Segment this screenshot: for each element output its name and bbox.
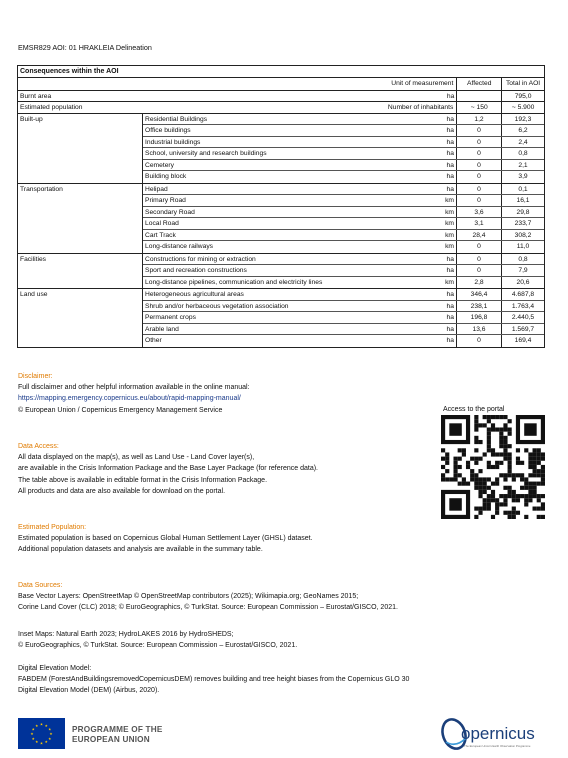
row-affected: 0 xyxy=(457,184,502,195)
table-group xyxy=(18,288,544,347)
group-name: Land use xyxy=(18,289,143,347)
row-total: 0,8 xyxy=(518,255,528,263)
table-row xyxy=(143,137,544,149)
disclaimer-section xyxy=(18,371,250,416)
manual-link[interactable]: https://mapping.emergency.copernicus.eu/about/rapid-mapping-manual/ xyxy=(18,395,241,403)
row-unit: km xyxy=(427,218,457,229)
group-name: Built-up xyxy=(18,114,143,183)
population-total: ~ 5.900 xyxy=(511,104,535,111)
table-row xyxy=(143,324,544,336)
header-unit: Unit of measurement xyxy=(18,78,457,90)
document-title: EMSR829 AOI: 01 HRAKLEIA Delineation xyxy=(18,43,152,52)
table-row xyxy=(143,207,544,219)
table-row xyxy=(143,301,544,313)
eu-star-icon: ★ xyxy=(39,722,44,727)
row-unit: km xyxy=(427,195,457,206)
row-affected: 346,4 xyxy=(457,289,502,300)
row-label: Industrial buildings xyxy=(145,138,201,146)
row-label: Other xyxy=(145,337,162,344)
row-label: Long-distance pipelines, communication and electricity lines xyxy=(145,278,323,286)
group-name: Facilities xyxy=(18,254,143,289)
burnt-area-total: 795,0 xyxy=(514,92,532,100)
row-label: Helipad xyxy=(145,185,168,193)
row-affected: 0 xyxy=(457,125,502,136)
eu-star-icon: ★ xyxy=(49,732,53,736)
row-total: 16,1 xyxy=(516,197,530,204)
table-row xyxy=(143,230,544,242)
table-group xyxy=(18,253,544,289)
row-affected: 3,1 xyxy=(457,218,502,229)
row-label: Local Road xyxy=(145,220,179,227)
data-access-line: are available in the Crisis Information Package and the Base Layer Package (for reference data). xyxy=(18,465,318,473)
table-row xyxy=(143,265,544,277)
row-total: 1.763,4 xyxy=(511,302,535,310)
table-row xyxy=(143,160,544,172)
eu-star-icon: ★ xyxy=(35,740,39,745)
row-total: 29,8 xyxy=(516,208,530,216)
row-total: 2,1 xyxy=(518,161,528,169)
eu-star-icon: ★ xyxy=(31,736,35,741)
row-unit: ha xyxy=(427,184,457,195)
row-label: Long-distance railways xyxy=(145,243,214,250)
row-affected: 13,6 xyxy=(457,324,502,335)
copyright-line: © European Union / Copernicus Emergency Management Service xyxy=(18,406,223,414)
row-total: 2.440,5 xyxy=(511,314,535,321)
row-total: 1.569,7 xyxy=(511,325,535,333)
table-row xyxy=(143,254,544,266)
row-affected: 0 xyxy=(457,241,502,253)
data-access-line: All data displayed on the map(s), as well as Land Use - Land Cover layer(s), xyxy=(18,454,255,462)
burnt-area-row xyxy=(18,90,544,102)
row-affected: 0 xyxy=(457,137,502,148)
row-unit: ha xyxy=(427,312,457,323)
row-label: Cemetery xyxy=(145,161,174,169)
table-row xyxy=(143,171,544,183)
row-affected: 0 xyxy=(457,195,502,206)
eu-star-icon: ★ xyxy=(39,741,44,746)
row-affected: 0 xyxy=(457,148,502,159)
row-label: Cart Track xyxy=(145,231,176,239)
population-affected: ~ 150 xyxy=(457,102,502,113)
row-total: 4.687,8 xyxy=(511,291,535,298)
table-row xyxy=(143,148,544,160)
inset-maps-section xyxy=(18,629,297,651)
table-row xyxy=(143,277,544,289)
row-total: 192,3 xyxy=(514,115,532,123)
table-row xyxy=(143,289,544,301)
dem-line: Digital Elevation Model: xyxy=(18,665,92,672)
row-label: Constructions for mining or extraction xyxy=(145,255,256,263)
inset-maps-line: © EuroGeographics, © TurkStat. Source: European Commission – Eurostat/GISCO, 2021. xyxy=(18,642,298,650)
row-label: Building block xyxy=(145,173,187,180)
row-unit: km xyxy=(427,230,457,241)
data-sources-line: Corine Land Cover (CLC) 2018; © EuroGeographics, © TurkStat. Source: European Commission – Eurostat/GISCO, 2021. xyxy=(18,604,398,612)
disclaimer-heading: Disclaimer: xyxy=(18,373,53,380)
eu-star-icon: ★ xyxy=(48,736,52,741)
row-affected: 3,6 xyxy=(457,207,502,218)
dem-line: Digital Elevation Model (DEM) (Airbus, 2020). xyxy=(18,687,160,695)
row-total: 308,2 xyxy=(514,231,532,239)
row-total: 7,9 xyxy=(518,267,528,274)
row-affected: 0 xyxy=(457,335,502,347)
row-affected: 0 xyxy=(457,171,502,183)
programme-text xyxy=(72,725,163,745)
row-unit: km xyxy=(427,241,457,253)
row-affected: 0 xyxy=(457,265,502,276)
row-total: 11,0 xyxy=(516,243,530,250)
row-affected: 0 xyxy=(457,160,502,171)
estimated-population-line: Estimated population is based on Copernicus Global Human Settlement Layer (GHSL) dataset. xyxy=(18,535,313,543)
table-row xyxy=(143,114,544,126)
row-affected: 0 xyxy=(457,254,502,265)
header-affected: Affected xyxy=(457,78,502,90)
data-access-heading: Data Access: xyxy=(18,443,59,450)
row-unit: ha xyxy=(427,137,457,148)
row-unit: ha xyxy=(427,160,457,171)
copernicus-tagline: The European Union's Earth Observation Programme xyxy=(464,744,531,748)
copernicus-logo xyxy=(440,712,550,754)
eu-star-icon: ★ xyxy=(30,732,34,736)
programme-line: EUROPEAN UNION xyxy=(72,735,150,744)
table-groups xyxy=(18,113,544,347)
burnt-area-label: Burnt area xyxy=(20,92,52,100)
data-access-line: The table above is available in editable format in the Crisis Information Package. xyxy=(18,476,268,484)
copernicus-wordmark: opernicus xyxy=(461,724,535,743)
data-sources-section xyxy=(18,580,398,614)
population-sub: Number of inhabitants xyxy=(157,102,457,113)
row-affected: 1,2 xyxy=(457,114,502,125)
row-unit: ha xyxy=(427,114,457,125)
row-label: Permanent crops xyxy=(145,314,196,321)
row-unit: km xyxy=(427,277,457,289)
row-label: Office buildings xyxy=(145,127,191,134)
row-label: School, university and research buildings xyxy=(145,150,267,157)
row-total: 0,1 xyxy=(518,185,528,193)
row-unit: ha xyxy=(427,125,457,136)
row-total: 2,4 xyxy=(518,138,528,146)
data-access-section xyxy=(18,441,318,497)
row-affected: 28,4 xyxy=(457,230,502,241)
row-label: Sport and recreation constructions xyxy=(145,267,247,274)
row-affected: 238,1 xyxy=(457,301,502,312)
population-row xyxy=(18,101,544,113)
row-total: 6,2 xyxy=(518,127,528,134)
eu-star-icon: ★ xyxy=(44,740,48,745)
estimated-population-heading: Estimated Population: xyxy=(18,524,87,531)
table-group xyxy=(18,183,544,253)
qr-label: Access to the portal xyxy=(443,406,505,413)
eu-flag-logo xyxy=(18,718,65,749)
programme-line: PROGRAMME OF THE xyxy=(72,725,163,734)
table-group xyxy=(18,113,544,183)
table-row xyxy=(143,312,544,324)
eu-star-icon: ★ xyxy=(48,727,52,732)
disclaimer-line: Full disclaimer and other helpful information available in the online manual: xyxy=(18,384,250,392)
group-name: Transportation xyxy=(18,184,143,253)
row-label: Primary Road xyxy=(145,197,186,204)
row-total: 20,6 xyxy=(516,278,530,286)
estimated-population-section xyxy=(18,522,313,556)
table-row xyxy=(143,184,544,196)
population-label: Estimated population xyxy=(20,104,83,111)
row-label: Arable land xyxy=(145,325,179,333)
row-unit: ha xyxy=(427,265,457,276)
row-total: 233,7 xyxy=(514,220,532,227)
row-affected: 196,8 xyxy=(457,312,502,323)
data-sources-line: Base Vector Layers: OpenStreetMap © OpenStreetMap contributors (2025); Wikimapia.org; GeoNames 2015; xyxy=(18,593,359,601)
row-unit: km xyxy=(427,207,457,218)
table-row xyxy=(143,195,544,207)
row-unit: ha xyxy=(427,171,457,183)
consequences-table xyxy=(17,65,545,348)
data-sources-heading: Data Sources: xyxy=(18,582,63,589)
eu-star-icon: ★ xyxy=(31,727,35,732)
row-unit: ha xyxy=(427,301,457,312)
inset-maps-line: Inset Maps: Natural Earth 2023; HydroLAKES 2016 by HydroSHEDS; xyxy=(18,631,234,638)
eu-star-icon: ★ xyxy=(44,723,48,728)
data-access-line: All products and data are also available for download on the portal. xyxy=(18,487,226,495)
row-total: 0,8 xyxy=(518,150,528,157)
burnt-area-affected xyxy=(457,91,502,102)
table-header-row xyxy=(18,78,544,90)
row-unit: ha xyxy=(427,324,457,335)
dem-section xyxy=(18,663,409,697)
row-total: 3,9 xyxy=(518,173,528,180)
burnt-area-unit: ha xyxy=(427,91,457,102)
row-unit: ha xyxy=(427,335,457,347)
header-total: Total in AOI xyxy=(505,80,541,87)
row-label: Residential Buildings xyxy=(145,115,208,123)
eu-star-icon: ★ xyxy=(35,723,39,728)
row-label: Secondary Road xyxy=(145,208,195,216)
row-label: Heterogeneous agricultural areas xyxy=(145,291,244,298)
table-row xyxy=(143,241,544,253)
row-total: 169,4 xyxy=(514,337,532,344)
row-unit: ha xyxy=(427,289,457,300)
table-title: Consequences within the AOI xyxy=(18,66,544,78)
row-label: Shrub and/or herbaceous vegetation association xyxy=(145,302,289,310)
qr-code[interactable] xyxy=(441,415,545,519)
table-row xyxy=(143,218,544,230)
row-affected: 2,8 xyxy=(457,277,502,289)
row-unit: ha xyxy=(427,254,457,265)
table-row xyxy=(143,125,544,137)
row-unit: ha xyxy=(427,148,457,159)
table-row xyxy=(143,335,544,347)
dem-line: FABDEM (ForestAndBuildingsremovedCopernicusDEM) removes building and tree height biases from the Copernicus GLO 30 xyxy=(18,676,410,684)
estimated-population-line: Additional population datasets and analysis are available in the summary table. xyxy=(18,546,263,554)
